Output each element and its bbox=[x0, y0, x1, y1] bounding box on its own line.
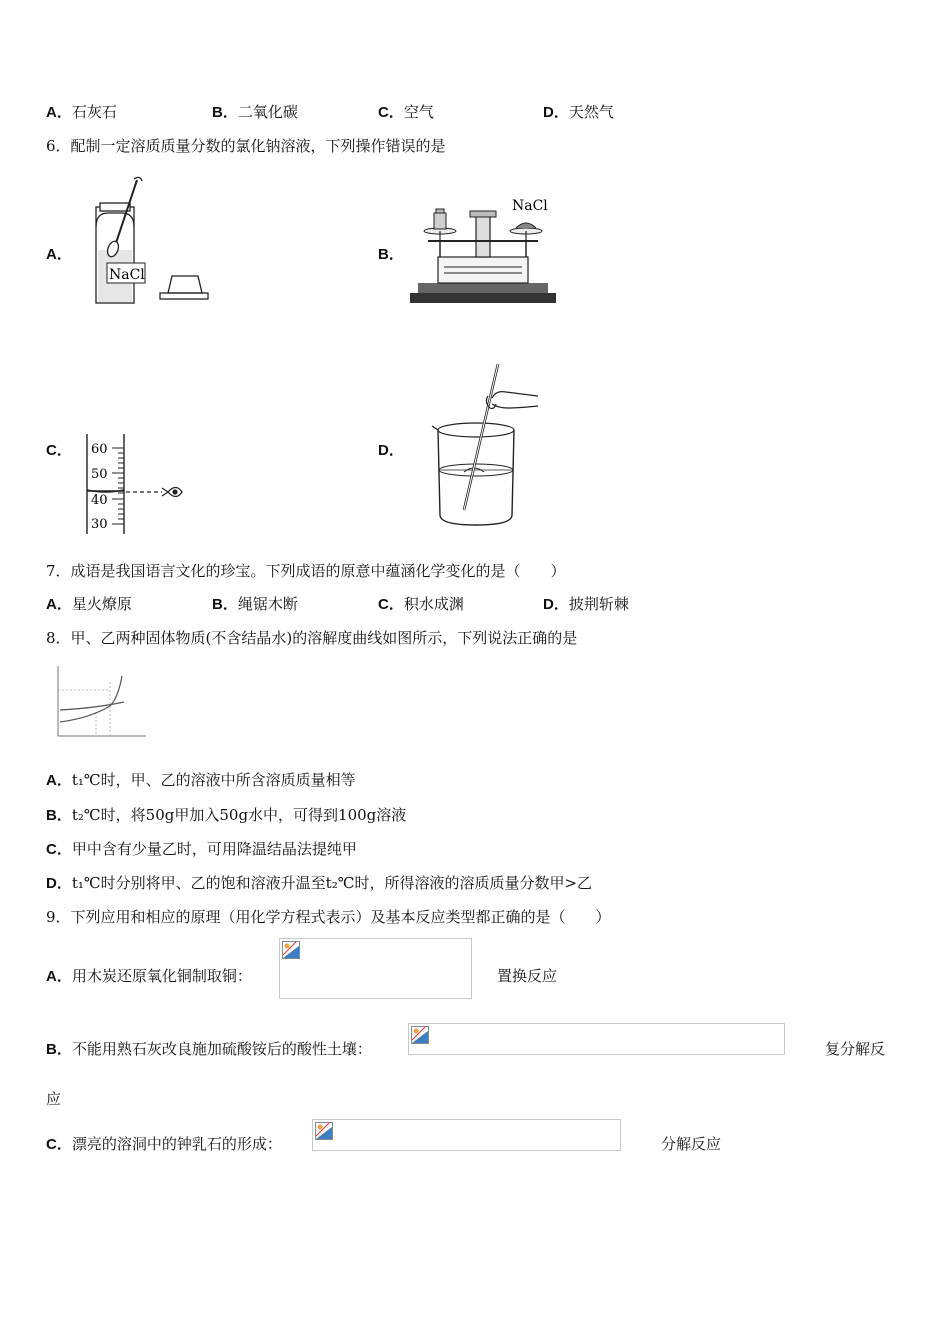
q6-option-d: D． bbox=[378, 442, 404, 459]
q5-option-a: A．石灰石 bbox=[46, 103, 117, 121]
q5-option-c: C．空气 bbox=[378, 103, 434, 121]
tick-label: 60 bbox=[91, 442, 108, 457]
q8-option-a: A．t₁℃时，甲、乙的溶液中所含溶质质量相等 bbox=[46, 771, 356, 789]
q9-stem: 9．下列应用和相应的原理（用化学方程式表示）及基本反应类型都正确的是（ ） bbox=[46, 908, 611, 926]
q9-option-c: C．漂亮的溶洞中的钟乳石的形成： bbox=[46, 1135, 282, 1153]
q5-option-d: D．天然气 bbox=[543, 103, 614, 121]
balance-figure bbox=[408, 195, 558, 307]
q6-stem: 6．配制一定溶质质量分数的氯化钠溶液，下列操作错误的是 bbox=[46, 137, 446, 155]
q6-option-a: A． bbox=[46, 246, 72, 263]
q7-option-b: B．绳锯木断 bbox=[212, 595, 298, 613]
broken-image-icon bbox=[411, 1026, 429, 1044]
equation-image-placeholder bbox=[408, 1023, 785, 1055]
salt-pile-icon bbox=[516, 223, 536, 228]
equation-image-placeholder bbox=[279, 938, 472, 999]
broken-image-icon bbox=[315, 1122, 333, 1140]
equation-image-placeholder bbox=[312, 1119, 621, 1151]
beaker-stirring-figure bbox=[428, 360, 538, 530]
eye-icon bbox=[168, 488, 182, 497]
tick-label: 50 bbox=[91, 467, 108, 482]
q5-option-b: B．二氧化碳 bbox=[212, 103, 298, 121]
q6-option-c: C． bbox=[46, 442, 72, 459]
q9-option-a: A．用木炭还原氧化铜制取铜： bbox=[46, 967, 252, 985]
q7-stem: 7．成语是我国语言文化的珍宝。下列成语的原意中蕴涵化学变化的是（ ） bbox=[46, 562, 566, 580]
reagent-bottle-figure bbox=[82, 175, 212, 305]
stopper-icon bbox=[168, 276, 202, 293]
balance-label: NaCl bbox=[512, 198, 548, 214]
q7-option-d: D．披荆斩棘 bbox=[543, 595, 629, 613]
q8-option-c: C．甲中含有少量乙时，可用降温结晶法提纯甲 bbox=[46, 840, 357, 858]
q8-stem: 8．甲、乙两种固体物质(不含结晶水)的溶解度曲线如图所示，下列说法正确的是 bbox=[46, 629, 578, 647]
q7-option-a: A．星火燎原 bbox=[46, 595, 132, 613]
q9-c-reaction-type: 分解反应 bbox=[661, 1135, 722, 1153]
q8-option-b: B．t₂℃时，将50g甲加入50g水中，可得到100g溶液 bbox=[46, 806, 407, 824]
curve-jia bbox=[60, 676, 122, 722]
q8-option-d: D．t₁℃时分别将甲、乙的饱和溶液升温至t₂℃时，所得溶液的溶质质量分数甲>乙 bbox=[46, 874, 593, 892]
q9-option-b: B．不能用熟石灰改良施加硫酸铵后的酸性土壤： bbox=[46, 1040, 372, 1058]
bottle-label: NaCl bbox=[109, 267, 145, 283]
broken-image-icon bbox=[282, 941, 300, 959]
solubility-curve-figure bbox=[46, 660, 154, 748]
q9-b-reaction-type: 复分解反 bbox=[825, 1040, 886, 1058]
tick-label: 40 bbox=[91, 493, 108, 508]
q7-option-c: C．积水成渊 bbox=[378, 595, 464, 613]
q9-a-reaction-type: 置换反应 bbox=[497, 967, 558, 985]
curve-yi bbox=[60, 702, 124, 710]
q9-b-reaction-type-cont: 应 bbox=[46, 1090, 62, 1108]
weight-icon bbox=[434, 213, 446, 229]
cylinder-reading-figure bbox=[82, 432, 192, 536]
tick-label: 30 bbox=[91, 517, 108, 532]
q6-option-b: B． bbox=[378, 246, 404, 263]
hand-icon bbox=[492, 392, 538, 408]
